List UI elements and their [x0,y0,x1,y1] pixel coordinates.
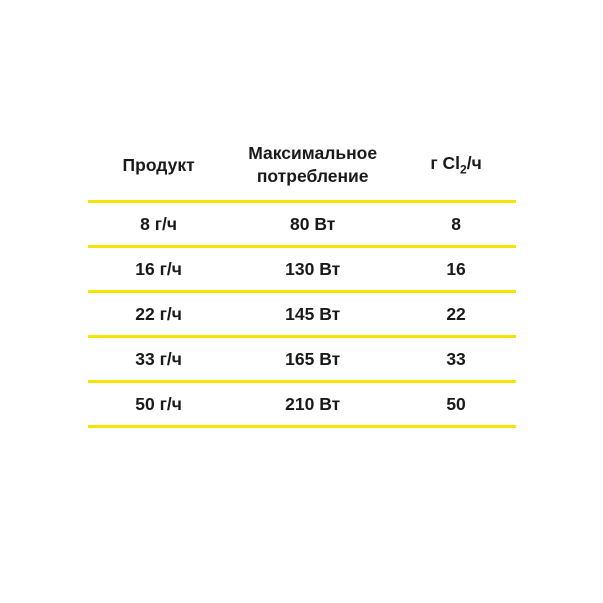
spec-table [88,140,516,428]
table-row [88,337,516,382]
column-header-product [88,140,229,202]
cell-chlorine: 50 [396,382,516,427]
table-header [88,140,516,202]
table-row [88,382,516,427]
cell-consumption: 80 Вт [229,202,396,247]
column-header-consumption-line1: Максимальное [248,143,378,163]
cell-product: 8 г/ч [88,202,229,247]
cell-product: 50 г/ч [88,382,229,427]
cell-product: 33 г/ч [88,337,229,382]
table-body [88,202,516,427]
column-header-consumption-line2: потребление [256,166,369,187]
column-header-consumption [229,140,396,202]
cell-consumption: 165 Вт [229,337,396,382]
cell-consumption: 145 Вт [229,292,396,337]
cell-chlorine: 16 [396,247,516,292]
cell-chlorine: 33 [396,337,516,382]
cell-consumption: 130 Вт [229,247,396,292]
column-header-chlorine-prefix: г Cl [430,152,461,173]
cell-consumption: 210 Вт [229,382,396,427]
column-header-product-label: Продукт [122,154,195,175]
header-row [88,140,516,202]
column-header-chlorine-subscript: 2 [460,162,467,177]
column-header-chlorine-suffix: /ч [466,152,482,173]
table-row [88,202,516,247]
cell-product: 22 г/ч [88,292,229,337]
cell-chlorine: 22 [396,292,516,337]
spec-table-container [88,140,516,428]
cell-chlorine: 8 [396,202,516,247]
cell-product: 16 г/ч [88,247,229,292]
table-row [88,247,516,292]
table-row [88,292,516,337]
column-header-chlorine [396,140,516,202]
